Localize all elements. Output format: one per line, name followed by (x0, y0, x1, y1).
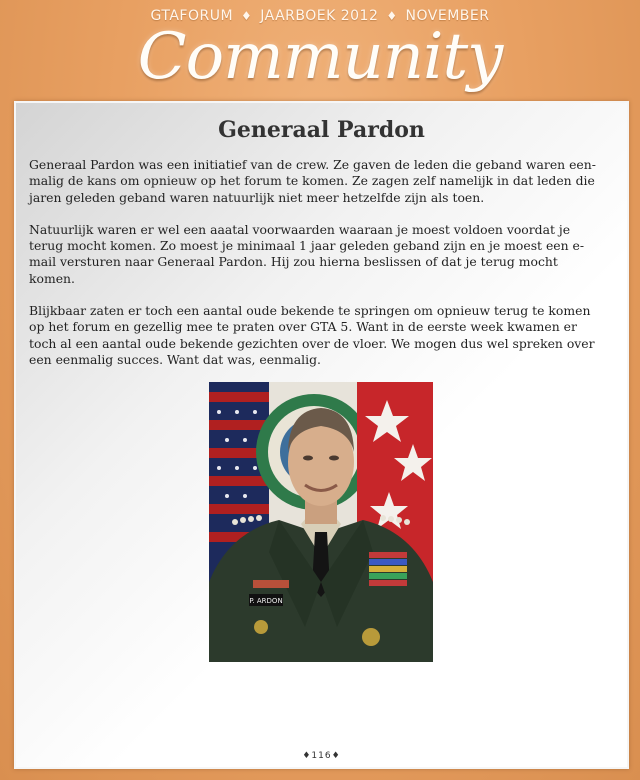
page-number-value: 116 (311, 751, 332, 761)
edition-name: JAARBOEK 2012 (260, 8, 379, 24)
community-logo: Community (137, 20, 503, 94)
general-portrait-photo (209, 382, 433, 662)
magazine-name: GTAFORUM (150, 8, 234, 24)
article-paragraph: Generaal Pardon was een initiatief van de crew. Ze gaven de leden die geband waren een-malig de kans om opnieuw op het forum te komen. Ze zagen zelf namelijk in dat leden die jaren geleden geband waren natuurlijk niet meer hetzelfde zijn als toen. (29, 157, 596, 205)
diamond-ornament-icon: ♦ (331, 751, 341, 761)
page-number (16, 751, 627, 761)
diamond-separator-icon: ♦ (241, 9, 253, 23)
diamond-separator-icon: ♦ (386, 9, 398, 23)
article-page (14, 101, 629, 769)
article-paragraph: Blijkbaar zaten er toch een aantal oude bekende te springen om opnieuw terug te komen op het forum en gezellig mee te praten over GTA 5. Want in de eerste week kwamen er toch al een aantal oude bekende gezichten over de vloer. We mogen dus wel spreken over een eenmalig succes. Want dat was, eenmalig. (29, 303, 595, 367)
article-body (29, 157, 607, 384)
diamond-ornament-icon: ♦ (302, 751, 312, 761)
article-paragraph: Natuurlijk waren er wel een aaatal voorwaarden waaraan je moest voldoen voordat je terug mocht komen. Zo moest je minimaal 1 jaar geleden geband zijn en je moest een e-mail versturen naar Generaal Pardon. Hij zou hierna beslissen of dat je terug mocht komen. (29, 221, 585, 286)
edition-month: NOVEMBER (405, 8, 490, 24)
name-tag-text: P. ARDON (249, 597, 283, 605)
article-title: Generaal Pardon (218, 117, 425, 143)
